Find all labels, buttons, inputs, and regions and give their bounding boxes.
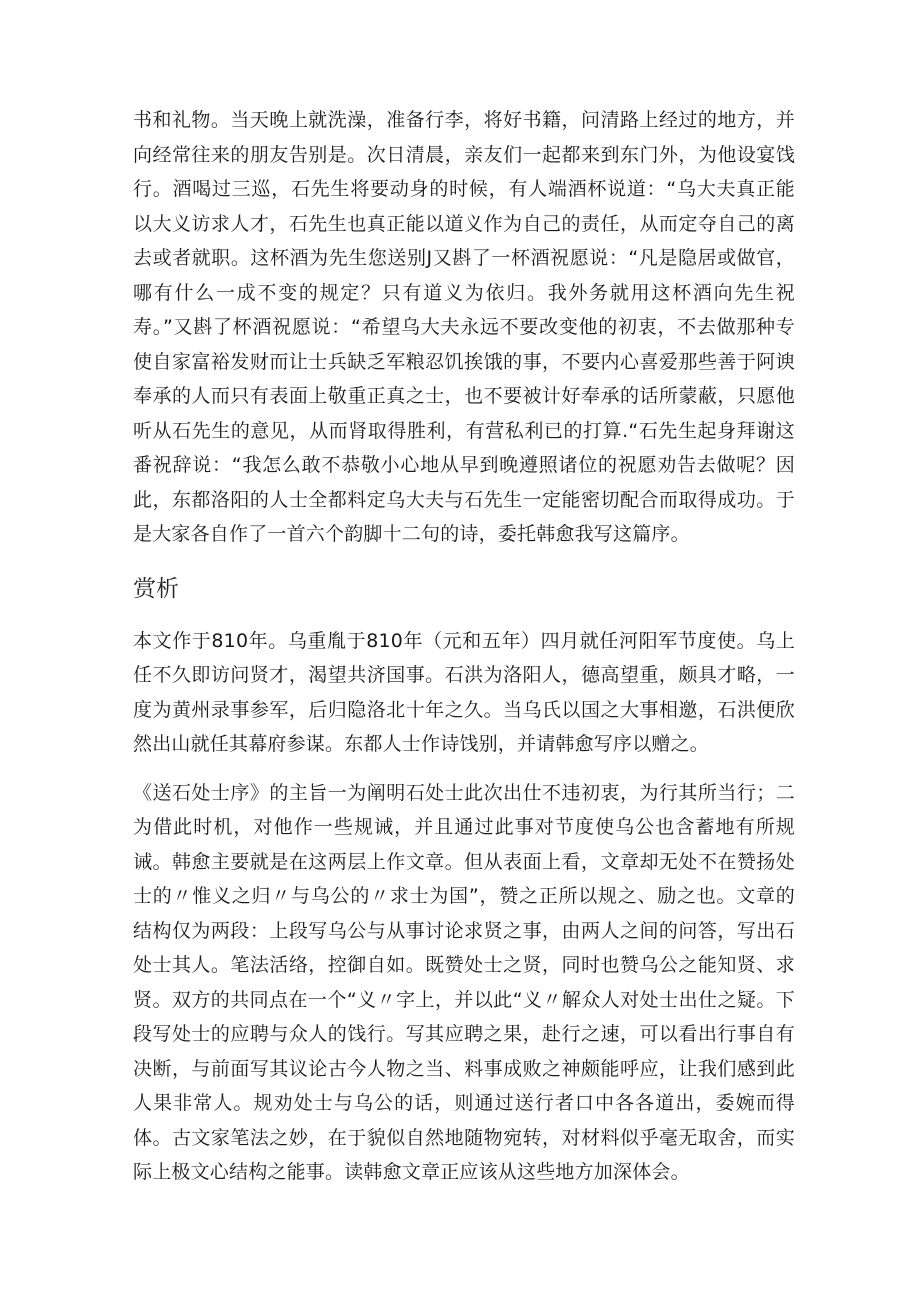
body-paragraph-commentary: 《送石处士序》的主旨一为阐明石处士此次出仕不违初衷，为行其所当行；二为借此时机，对他作一些规诫，并且通过此事对节度使乌公也含蓄地有所规诫。韩愈主要就是在这两层上作文章。但从表面上看，文章却无处不在赞扬处士的〃惟义之归〃与乌公的〃求士为国”，赞之正所以规之、励之也。文章的结构仅为两段：上段写乌公与从事讨论求贤之事，由两人之间的问答，写出石处士其人。笔法活络，控御自如。既赞处士之贤，同时也赞乌公之能知贤、求贤。双方的共同点在一个“义〃字上，并以此“义〃解众人对处士出仕之疑。下段写处士的应聘与众人的饯行。写其应聘之果，赴行之速，可以看出行事自有决断，与前面写其议论古今人物之当、料事成败之神颇能呼应，让我们感到此人果非常人。规劝处士与乌公的话，则通过送行者口中各各道出，委婉而得体。古文家笔法之妙，在于貌似自然地随物宛转，对材料似乎毫无取舍，而实际上极文心结构之能事。读韩愈文章正应该从这些地方加深体会。	[133, 781, 795, 1183]
section-heading-analysis: 赏析	[133, 575, 179, 602]
document-page	[133, 103, 795, 1190]
body-paragraph-translation: 书和礼物。当天晚上就洗澡，准备行李，将好书籍，问清路上经过的地方，并向经常往来的朋友告别是。次日清晨，亲友们一起都来到东门外，为他设宴饯行。酒喝过三巡，石先生将要动身的时候，有人端酒杯说道：“乌大夫真正能以大义访求人才，石先生也真正能以道义作为自己的责任，从而定夺自己的离去或者就职。这杯酒为先生您送别J又斟了一杯酒祝愿说：“凡是隐居或做官，哪有什么一成不变的规定？只有道义为依归。我外务就用这杯酒向先生祝寿。”又斟了杯酒祝愿说：“希望乌大夫永远不要改变他的初衷，不去做那种专使自家富裕发财而让士兵缺乏军粮忍饥挨饿的事，不要内心喜爱那些善于阿谀奉承的人而只有表面上敬重正真之士，也不要被计好奉承的话所蒙蔽，只愿他听从石先生的意见，从而肾取得胜利，有营私利已的打算.“石先生起身拜谢这番祝辞说：“我怎么敢不恭敬小心地从早到晚遵照诸位的祝愿劝告去做呢？因此，东都洛阳的人士全都料定乌大夫与石先生一定能密切配合而取得成功。于是大家各自作了一首六个韵脚十二句的诗，委托韩愈我写这篇序。	[133, 109, 795, 545]
body-paragraph-background: 本文作于810年。乌重胤于810年（元和五年）四月就任河阳军节度使。乌上任不久即访问贤才，渴望共济国事。石洪为洛阳人，德高望重，颇具才略，一度为黄州录事参军，后归隐洛北十年之久。当乌氏以国之大事相邀，石洪便欣然出山就任其幕府参谋。东都人士作诗饯别，并请韩愈写序以赠之。	[133, 629, 795, 755]
